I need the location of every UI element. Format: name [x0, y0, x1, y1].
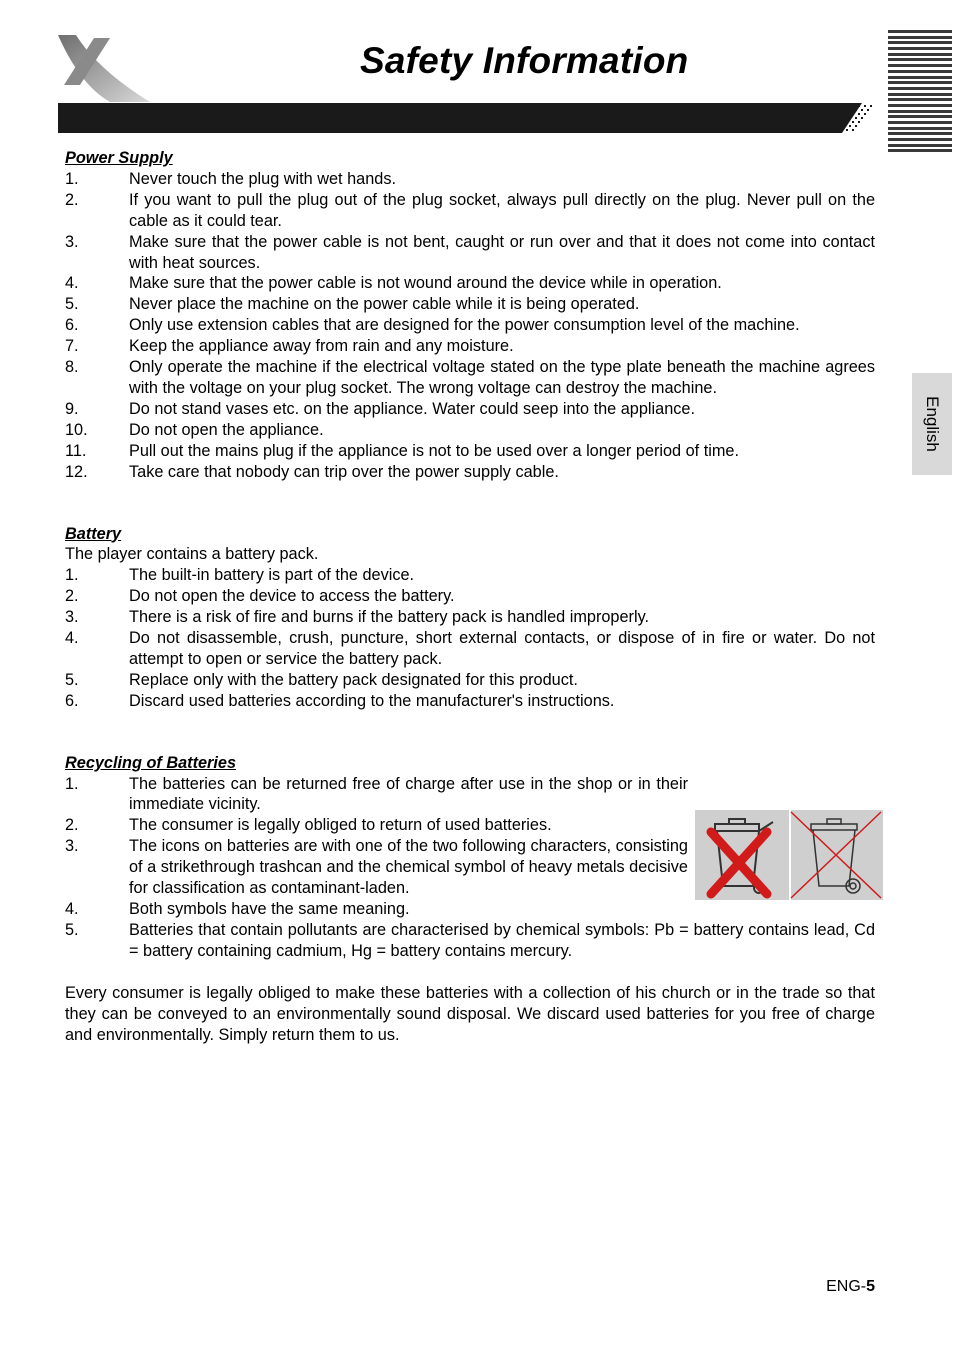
list-item	[65, 586, 875, 607]
item-number: 9.	[65, 399, 79, 418]
list-item	[65, 607, 875, 628]
page-title: Safety Information	[360, 40, 689, 81]
list-item	[65, 336, 875, 357]
list-item	[65, 441, 875, 462]
recycling-heading: Recycling of Batteries	[65, 753, 237, 772]
list-item	[65, 815, 688, 836]
list-item	[65, 899, 875, 920]
item-number: 10.	[65, 420, 88, 439]
item-text: Do not disassemble, crush, puncture, short external contacts, or dispose of in fire or water. Do not attempt to open or service the battery pack.	[129, 629, 875, 668]
item-text: Keep the appliance away from rain and any moisture.	[129, 337, 514, 356]
battery-list	[65, 565, 875, 711]
item-text: The icons on batteries are with one of the two following characters, consisting of a strikethrough trashcan and the chemical symbol of heavy metals decisive for classification as contaminant-laden.	[129, 837, 688, 898]
battery-intro: The player contains a battery pack.	[65, 545, 319, 564]
item-text: Make sure that the power cable is not bent, caught or run over and that it does not come into contact with heat sources.	[129, 232, 875, 272]
page-prefix: ENG-	[826, 1278, 867, 1295]
main-content	[65, 148, 875, 1045]
item-text: Both symbols have the same meaning.	[129, 900, 410, 918]
list-item	[65, 920, 875, 962]
hatch-decoration	[842, 103, 882, 133]
item-text: Replace only with the battery pack designated for this product.	[129, 670, 578, 689]
item-text: Never touch the plug with wet hands.	[129, 169, 396, 188]
item-text: The consumer is legally obliged to return of used batteries.	[129, 816, 552, 835]
page-number	[826, 1278, 875, 1296]
item-text: Do not open the appliance.	[129, 420, 324, 439]
item-text: Do not open the device to access the battery.	[129, 587, 455, 606]
item-number: 1.	[65, 566, 79, 585]
item-text: Discard used batteries according to the manufacturer's instructions.	[129, 691, 615, 710]
item-number: 1.	[65, 774, 79, 793]
item-number: 5.	[65, 670, 79, 689]
list-item	[65, 357, 875, 399]
item-text: The batteries can be returned free of charge after use in the shop or in their immediate vicinity.	[129, 774, 688, 814]
power-supply-list	[65, 169, 875, 483]
item-text: The built-in battery is part of the device.	[129, 566, 415, 585]
list-item	[65, 169, 875, 190]
list-item	[65, 294, 875, 315]
brand-x-logo-icon	[50, 30, 160, 110]
list-item	[65, 774, 688, 816]
item-text: Only operate the machine if the electrical voltage stated on the type plate beneath the machine agrees with the voltage on your plug socket. The wrong voltage can destroy the machine.	[129, 358, 875, 397]
item-text: There is a risk of fire and burns if the battery pack is handled improperly.	[129, 608, 650, 627]
item-number: 8.	[65, 358, 79, 377]
power-supply-heading: Power Supply	[65, 149, 173, 167]
item-number: 4.	[65, 274, 79, 293]
language-tab-label: English	[923, 396, 943, 452]
recycling-closing: Every consumer is legally obliged to make these batteries with a collection of his church or in the trade so that they can be conveyed to an environmentally sound disposal. We discard used batteries for you free of charge and environmentally. Simply return them to us.	[65, 983, 875, 1044]
item-text: Only use extension cables that are designed for the power consumption level of the machine.	[129, 316, 800, 335]
item-number: 2.	[65, 587, 79, 606]
list-item	[65, 232, 875, 274]
item-number: 1.	[65, 169, 79, 188]
list-item	[65, 565, 875, 586]
list-item	[65, 420, 875, 441]
item-number: 3.	[65, 837, 79, 856]
item-number: 4.	[65, 629, 79, 648]
list-item	[65, 273, 875, 294]
item-number: 3.	[65, 232, 79, 251]
stripes-decoration	[888, 30, 952, 158]
item-text: Pull out the mains plug if the appliance is not to be used over a longer period of time.	[129, 441, 740, 460]
page-num: 5	[866, 1278, 875, 1295]
item-number: 5.	[65, 920, 79, 939]
item-number: 2.	[65, 190, 79, 209]
recycling-symbols-image	[695, 810, 883, 900]
item-number: 2.	[65, 816, 79, 835]
language-tab	[912, 373, 952, 475]
list-item	[65, 315, 875, 336]
item-number: 12.	[65, 462, 88, 481]
item-number: 7.	[65, 337, 79, 356]
list-item	[65, 462, 875, 483]
item-text: Never place the machine on the power cable while it is being operated.	[129, 295, 640, 314]
list-item	[65, 691, 875, 712]
item-text: If you want to pull the plug out of the plug socket, always pull directly on the plug. Never pull on the cable as it could tear.	[129, 190, 875, 230]
item-text: Do not stand vases etc. on the appliance. Water could seep into the appliance.	[129, 399, 695, 418]
item-number: 11.	[65, 441, 87, 460]
list-item	[65, 190, 875, 232]
header-bar	[58, 103, 882, 133]
list-item	[65, 628, 875, 670]
item-text: Make sure that the power cable is not wound around the device while in operation.	[129, 274, 722, 293]
item-text: Batteries that contain pollutants are characterised by chemical symbols: Pb = battery contains lead, Cd = battery containing cadmium, Hg = battery contains mercury.	[129, 920, 875, 960]
item-text: Take care that nobody can trip over the power supply cable.	[129, 462, 559, 481]
item-number: 6.	[65, 316, 79, 335]
list-item	[65, 399, 875, 420]
battery-heading: Battery	[65, 524, 122, 543]
item-number: 5.	[65, 295, 79, 314]
list-item	[65, 836, 688, 899]
list-item	[65, 670, 875, 691]
item-number: 4.	[65, 900, 79, 918]
item-number: 6.	[65, 691, 79, 710]
item-number: 3.	[65, 608, 79, 627]
